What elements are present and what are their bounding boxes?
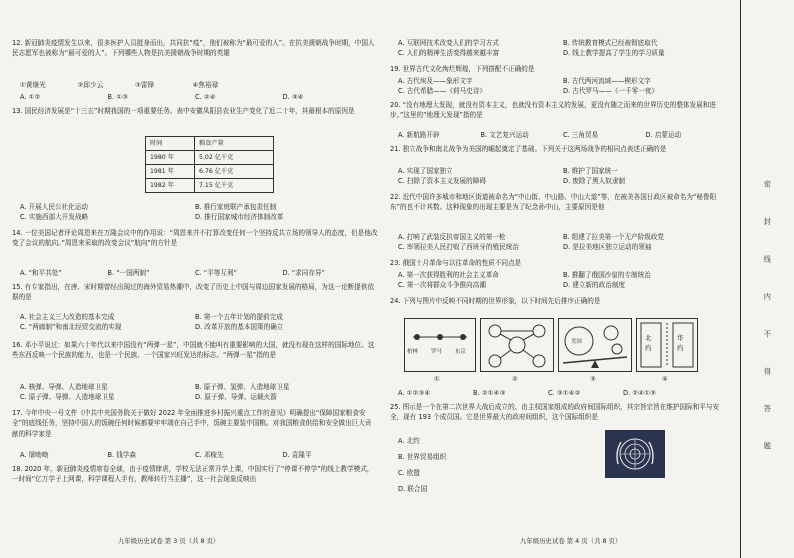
question-17-choices	[20, 450, 370, 460]
figure-3-number: ③	[590, 375, 596, 383]
table-cell: 粮食产量	[195, 137, 274, 151]
choice-c[interactable]: C. 古代希腊——《荷马史诗》	[398, 87, 486, 96]
choice-d[interactable]: D. ②④①③	[623, 389, 656, 397]
choice-a[interactable]: A. 北约	[398, 437, 420, 445]
table-row	[146, 137, 274, 151]
figure-4-number: ④	[662, 375, 668, 383]
choice-a[interactable]: A. 第一次获得胜利的社会主义革命	[398, 271, 499, 279]
fig-label-nato: 北约	[645, 334, 652, 353]
question-18-choices	[398, 38, 728, 59]
question-23-stem: 23. 俄国十月革命与以往革命的性质不同点是	[390, 259, 522, 267]
choice-d[interactable]: D. 袁隆平	[282, 451, 312, 459]
choice-a[interactable]: A. “和平共处”	[20, 269, 62, 277]
choice-b[interactable]: B. 原子弹、氢弹、人造地球卫星	[195, 383, 290, 391]
choice-b[interactable]: B. 维护了国家统一	[563, 167, 618, 175]
question-18-stem: 18. 2020 年，新冠肺炎疫情席卷全球，由于疫情肆虐，学校无法正常开学上课，中国实行了“停课不停学”的线上教学模式，一时间“亿万学子上网课，科学课程人手有，教师转行当主播”，这一社会现象反映出	[12, 465, 374, 484]
choice-a[interactable]: A. 开展人民公社化运动	[20, 203, 88, 211]
choice-b[interactable]: B. 传统教育模式已经被彻底取代	[563, 39, 658, 47]
question-13-stem: 13. 国民经济发展是“十三五”时期我国的一项重要任务。表中安徽凤阳县农业生产变化了近二十年，其最根本的原因是	[12, 107, 355, 115]
choice-d[interactable]: D. “求同存异”	[282, 269, 325, 277]
choice-c[interactable]: C. 第一次将群众斗争推向高潮	[398, 281, 486, 290]
choice-d[interactable]: D. 线上教学提高了学生的学习质量	[563, 49, 665, 58]
choice-b[interactable]: B. 推行家庭联产承包责任制	[195, 203, 277, 211]
axis-diagram	[405, 319, 475, 371]
choice-c[interactable]: C. ②④	[195, 93, 216, 101]
figure-2-number: ②	[512, 375, 518, 383]
multipolar-diagram	[481, 319, 553, 371]
question-24-choices	[398, 388, 698, 398]
table-cell: 6.76 亿千克	[195, 165, 274, 179]
question-13-choices	[20, 202, 370, 223]
choice-a[interactable]: A. ①②	[20, 93, 41, 101]
choice-a[interactable]: A. 打响了武装反抗帝国主义的第一枪	[398, 233, 506, 241]
choice-b[interactable]: B. 第一个五年计划的提前完成	[195, 313, 283, 321]
option-item: ①黄继光	[20, 81, 46, 89]
choice-b[interactable]: B. ①③	[107, 93, 129, 101]
choice-c[interactable]: C. 人们的精神生活变得越来越丰富	[398, 49, 500, 58]
left-page-footer: 九年级历史试卷 第 3 页（共 8 页）	[118, 537, 220, 545]
choice-d[interactable]: D. 启蒙运动	[645, 131, 682, 139]
un-emblem-icon	[605, 430, 665, 478]
question-19-stem: 19. 世界古代文化绚烂辉煌，下列搭配不正确的是	[390, 65, 535, 73]
choice-c[interactable]: C. 三角贸易	[563, 131, 599, 139]
table-cell: 1980 年	[146, 151, 195, 165]
choice-b[interactable]: B. “一国两制”	[107, 269, 150, 277]
figure-1	[404, 318, 476, 372]
choice-c[interactable]: C. 实施西部大开发战略	[20, 213, 89, 222]
grain-yield-table	[145, 136, 274, 193]
question-22-choices	[398, 232, 728, 253]
choice-a[interactable]: A. 社会主义三大改造的基本完成	[20, 313, 115, 321]
choice-c[interactable]: C. ③①④②	[548, 389, 581, 397]
choice-a[interactable]: A. 古代埃及——象形文字	[398, 77, 473, 85]
option-item: ③雷锋	[135, 81, 155, 89]
question-23-choices	[398, 270, 728, 291]
question-12-choices	[20, 92, 370, 102]
question-25-stem: 25. 图示是一个在第二次世界大战后成立的、由主权国家组成的政府间国际组织，其宗旨宗旨在维护国际和平与安全，现有 193 个成员国。它是世界最大的政府间组织，这个国际组织是	[390, 403, 720, 422]
question-24-stem: 24. 下列与图片中反映不同时期的世界形象，以下时间先后排序正确的是	[390, 297, 601, 305]
question-15-stem: 15. 有专家指出，在唐、宋时期曾经出现过的海外贸易热潮中，改变了历史上中国与周边国家发展的格局，为这一论断提供依据的是	[12, 283, 375, 302]
question-19-choices	[398, 76, 728, 97]
question-25-choices	[398, 436, 518, 500]
choice-a[interactable]: A. 核弹、导弹、人造地球卫星	[20, 383, 108, 391]
choice-d[interactable]: D. 推行国家城市经济体制改革	[195, 213, 284, 222]
choice-b[interactable]: B. 古代两河流域——楔形文字	[563, 77, 651, 85]
question-20-stem: 20. “没有地理大发现，就没有资本主义，也就没有资本主义的发展，更没有随之而来的世界历史的整体发展和进步。”这里的“地理大发现”指的是	[390, 101, 716, 120]
choice-c[interactable]: C. 邓稼先	[195, 451, 224, 459]
table-cell: 1982 年	[146, 179, 195, 193]
un-emblem-image	[605, 430, 665, 478]
table-cell: 5.02 亿千克	[195, 151, 274, 165]
choice-d[interactable]: D. ③④	[282, 93, 304, 101]
question-17-stem: 17. 今年中央一号文件《中共中央国务院关于做好 2022 年全面推进乡村振兴重点工作的意见》明确提出“保障国家粮食安全”的底线任务，坚持中国人的饭碗任何时候都要牢牢端在自己手中，饭碗主要装中国粮。对我国粮食供给和安全做出巨大贡献的科学家是	[12, 409, 372, 438]
fig-label-warsaw: 华约	[677, 334, 684, 353]
choice-d[interactable]: D. 古代罗马——《一千零一夜》	[563, 87, 658, 96]
right-page-footer: 九年级历史试卷 第 4 页（共 8 页）	[520, 537, 622, 545]
choice-c[interactable]: C. 扫除了资本主义发展的障碍	[398, 177, 486, 186]
table-row	[146, 179, 274, 193]
choice-d[interactable]: D. 建立新的政治制度	[563, 281, 626, 290]
question-21-choices	[398, 166, 728, 187]
choice-c[interactable]: C. “平等互利”	[195, 269, 238, 277]
question-14-choices	[20, 268, 370, 278]
question-14-stem: 14. 一位美国记者评论周恩来在万隆会议中的作用说：“周恩来并不打算改变任何一个坚持反共立场的领导人的态度，但是他改变了会议的航向。”周恩来采取的改变会议“航向”的方针是	[12, 229, 378, 248]
table-row	[146, 151, 274, 165]
figure-4	[636, 318, 698, 372]
choice-c[interactable]: C. 原子弹、导弹、人造地球卫星	[20, 393, 115, 402]
option-item: ②邱少云	[77, 81, 104, 89]
choice-b[interactable]: B. 世界贸易组织	[398, 453, 447, 461]
table-cell: 1981 年	[146, 165, 195, 179]
choice-b[interactable]: B. ②①④③	[473, 389, 506, 397]
figure-2	[480, 318, 554, 372]
question-24-figures	[400, 318, 700, 384]
table-cell: 7.15 亿千克	[195, 179, 274, 193]
question-12-options	[20, 80, 250, 90]
choice-b[interactable]: B. 组建了拉美第一个无产阶级政党	[563, 233, 665, 241]
choice-a[interactable]: A. 屠呦呦	[20, 451, 49, 459]
choice-b[interactable]: B. 推翻了俄国沙皇的专制统治	[563, 271, 651, 279]
choice-c[interactable]: C. 率领拉美人民打败了西班牙的殖民统治	[398, 243, 519, 252]
fig-label-usa: 美国	[571, 339, 582, 345]
unipolar-diagram	[559, 319, 631, 371]
seal-line-divider	[740, 0, 741, 558]
option-item: ④焦裕禄	[192, 81, 219, 89]
figure-1-number: ①	[434, 375, 440, 383]
choice-b[interactable]: B. 钱学森	[107, 451, 136, 459]
choice-a[interactable]: A. ①②③④	[398, 389, 431, 397]
question-16-stem: 16. 邓小平说过：如果六十年代以来中国没有“两弹一星”，中国就不能叫有重要影响的大国，就没有现在这样的国际地位。这些东西反映一个民族的能力，也是一个民族、一个国家兴旺发达的标志。“两弹一星”指的是	[12, 341, 375, 360]
choice-d[interactable]: D. 原子弹、导弹、运载火箭	[195, 393, 277, 402]
question-20-choices	[398, 130, 728, 140]
choice-d[interactable]: D. 废除了黑人奴隶制	[563, 177, 626, 186]
table-row	[146, 165, 274, 179]
figure-3	[558, 318, 632, 372]
table-cell: 时间	[146, 137, 195, 151]
seal-line-notice: 密 封 线 内 不 得 答 题	[763, 180, 773, 464]
question-21-stem: 21. 独立战争和南北战争为美国的崛起奠定了基础。下列关于这两场战争的相同点表述正确的是	[390, 145, 667, 153]
question-12-stem: 12. 新冠肺炎疫情发生以来，很多医护人员挺身而出，共同抗“疫”，他们被称为“最可爱的人”。在抗美援朝战争时期，中国人民志愿军也被称为“最可爱的人”。下列哪些人物是抗美援朝战争时期的英雄	[12, 39, 375, 58]
choice-a[interactable]: A. 互联网技术改变人们的学习方式	[398, 39, 499, 47]
choice-b[interactable]: B. 文艺复兴运动	[480, 131, 529, 139]
choice-d[interactable]: D. 联合国	[398, 485, 428, 493]
choice-c[interactable]: C. “两廊制”和南北经贸交流的实现	[20, 323, 122, 332]
fig-label-rome: 罗马	[431, 349, 442, 355]
question-15-choices	[20, 312, 370, 333]
fig-label-berlin: 柏林	[407, 349, 418, 355]
choice-d[interactable]: D. 是拉美地区独立运动的领袖	[563, 243, 652, 252]
choice-a[interactable]: A. 新航路开辟	[398, 131, 440, 139]
fig-label-tokyo: 东京	[455, 349, 466, 355]
choice-c[interactable]: C. 欧盟	[398, 469, 420, 477]
choice-d[interactable]: D. 改革开放的基本国策的确立	[195, 323, 284, 332]
question-16-choices	[20, 382, 370, 403]
question-22-stem: 22. 近代中国许多城市和地区街道被命名为“中山街、中山路、中山大道”等，在被美各国日政区被命名为“秘鲁阳东”的也不计其数。这种现象的出现主要是为了纪念孙中山，主要原因是他	[390, 193, 717, 212]
choice-a[interactable]: A. 实现了国家独立	[398, 167, 453, 175]
